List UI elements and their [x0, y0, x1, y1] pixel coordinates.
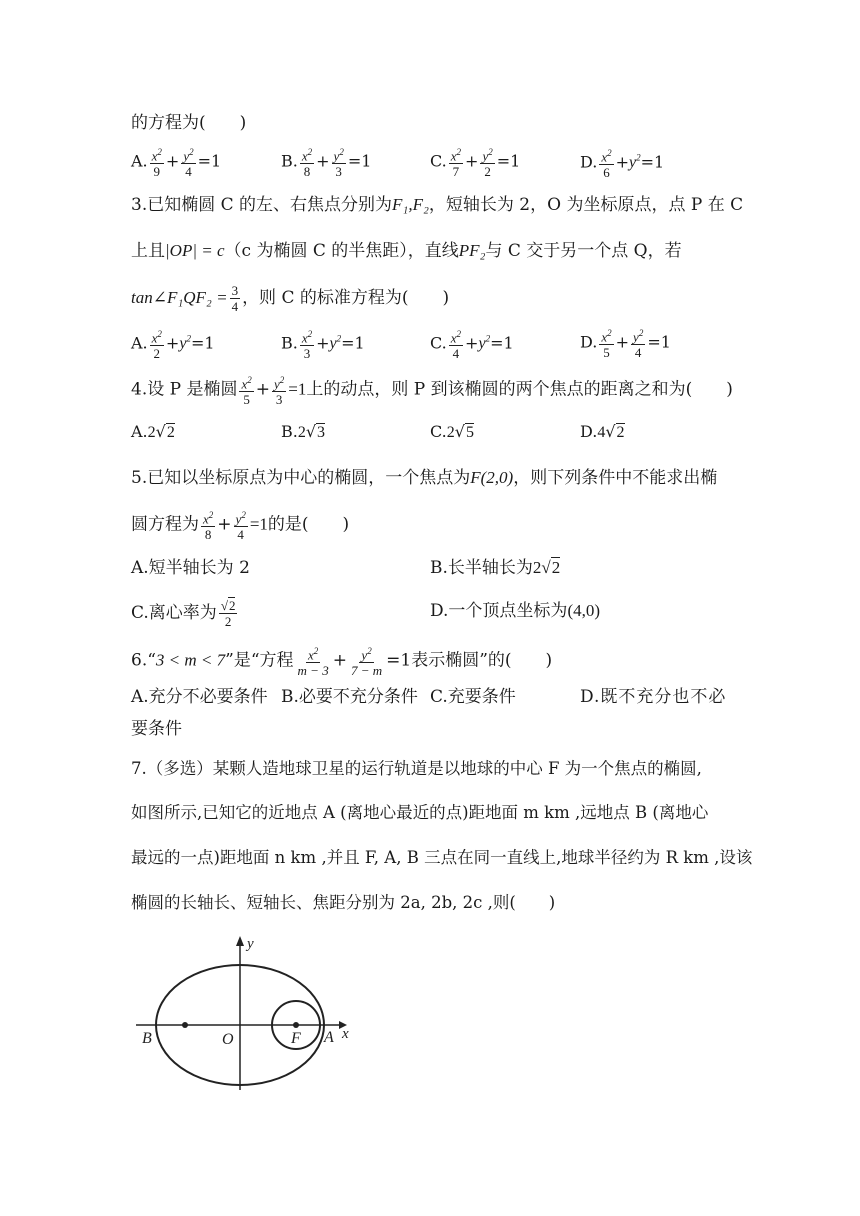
q7-line-4: 椭圆的长轴长、短轴长、焦距分别为 2a, 2b, 2c ,则( ) — [131, 893, 556, 912]
q5-line-2: 圆方程为 $\frac{x^2}{8}$ + $\frac{y^2}{4}$ =1的是( ) — [131, 510, 350, 543]
q6-option-b: B.必要不充分条件 — [281, 687, 418, 707]
q4-option-d: D.4√2 — [580, 422, 625, 441]
radicand: 2 — [616, 424, 625, 441]
q5-text: 5.已知以坐标原点为中心的椭圆，一个焦点为 — [131, 468, 471, 488]
option-label: D. — [580, 422, 598, 441]
q6-option-c: C.充要条件 — [430, 687, 516, 707]
q6-text: ”是“方程 — [225, 650, 294, 671]
q2-option-b: B. $\frac{x^2}{8}$ + $\frac{y^2}{3}$ =1 — [281, 147, 372, 180]
q6-stem: 6.“3 < m < 7”是“方程 $\frac{x^2}{m - 3}$ + $\frac{y^2}{7 - m}$ =1表示椭圆”的( ) — [131, 646, 553, 679]
option-label: C. — [430, 151, 447, 171]
q3-option-b: B. $\frac{x^2}{3}$ $+y^2=1$ — [281, 328, 365, 361]
y-axis-arrow — [236, 936, 244, 946]
second-focus-point — [182, 1022, 188, 1028]
label-f: F — [291, 1030, 301, 1047]
q7-line-1: 7.（多选）某颗人造地球卫星的运行轨道是以地球的中心 F 为一个焦点的椭圆, — [131, 759, 702, 778]
q5-opt-text: B.长半轴长为 — [430, 558, 533, 578]
label-b: B — [142, 1030, 152, 1047]
q5-opt-text: C.离心率为 — [131, 603, 217, 623]
q4-option-c: C.2√5 — [430, 422, 474, 441]
q4-text: 4.设 P 是椭圆 — [131, 379, 238, 400]
q2-stem-tail: 的方程为( ) — [131, 113, 247, 133]
equals-one: =1 — [341, 333, 365, 353]
q6-option-d-cont: 要条件 — [131, 719, 182, 739]
q5-vertex: (4,0) — [567, 601, 601, 620]
option-label: D. — [580, 152, 598, 172]
q7-line-2: 如图所示,已知它的近地点 A (离地心最近的点)距地面 m km ,远地点 B (离地心 — [131, 803, 709, 822]
q6-text: =1表示椭圆”的( ) — [386, 650, 553, 671]
coef: 2 — [297, 424, 306, 441]
q5-line-1 — [131, 465, 717, 491]
q3-line-pf2: PF₂ — [458, 241, 486, 260]
coef: 4 — [597, 424, 606, 441]
option-label: A. — [131, 151, 148, 171]
frac-num: 3 — [231, 283, 239, 298]
q4-option-b: B.2√3 — [281, 422, 326, 441]
q5-text: 圆方程为 — [131, 514, 199, 535]
q3-foci: F₁,F₂ — [392, 195, 429, 214]
q6-condition: 3 < m < 7 — [155, 650, 226, 670]
equals-one: =1 — [640, 152, 665, 172]
option-label: D. — [580, 332, 598, 352]
q3-line-2 — [131, 238, 682, 264]
frac-den: 4 — [231, 299, 239, 314]
q5-focus: F(2,0) — [470, 468, 514, 487]
equals-one: =1 — [496, 151, 521, 171]
equals-one: =1 — [190, 333, 215, 353]
q5-text: 的是( ) — [267, 514, 350, 535]
q3-line-1 — [131, 192, 743, 218]
q3-option-d: D. $\frac{x^2}{5}$ + $\frac{y^2}{4}$ =1 — [580, 328, 671, 361]
q3-text: ，短轴长为 2，O 为坐标原点，点 P 在 C — [428, 195, 744, 215]
q6-text: 6.“ — [131, 650, 156, 671]
option-label: C. — [430, 333, 447, 353]
option-label: A. — [131, 333, 148, 353]
coef: 2 — [147, 424, 156, 441]
label-a: A — [324, 1029, 334, 1046]
q3-text: 与 C 交于另一个点 Q，若 — [485, 241, 682, 261]
label-o: O — [222, 1031, 234, 1048]
q3-text: 3.已知椭圆 C 的左、右焦点分别为 — [131, 195, 393, 215]
q3-op: |OP| = c — [165, 241, 225, 260]
q5-option-a: A.短半轴长为 2 — [131, 558, 250, 578]
focus-f-point — [293, 1022, 299, 1028]
q5-option-b: B.长半轴长为2√2 — [430, 558, 561, 578]
equals-one: =1 — [490, 333, 514, 353]
option-label: B. — [281, 422, 298, 441]
option-label: B. — [281, 333, 298, 353]
q2-option-c: C. $\frac{x^2}{7}$ + $\frac{y^2}{2}$ =1 — [430, 147, 521, 180]
option-label: C. — [430, 422, 447, 441]
q3-line-3 — [131, 283, 449, 314]
q4-option-a: A.2√2 — [131, 422, 175, 441]
radicand: 2 — [166, 424, 175, 441]
coef: 2 — [446, 424, 455, 441]
radicand: 5 — [465, 424, 474, 441]
option-label: A. — [131, 422, 148, 441]
label-y: y — [247, 936, 254, 952]
q4-text: 上的动点，则 P 到该椭圆的两个焦点的距离之和为( ) — [306, 379, 733, 400]
q5-option-c: C.离心率为 $\frac{√2}{2}$ — [131, 598, 236, 629]
equals-one: =1 — [347, 151, 372, 171]
q3-text: （c 为椭圆 C 的半焦距），直线 — [224, 241, 459, 261]
radicand: 3 — [317, 424, 326, 441]
q3-tan: tan∠F₁QF₂ = — [131, 288, 228, 307]
q6-option-a: A.充分不必要条件 — [131, 687, 268, 707]
q5-option-d — [430, 598, 600, 624]
equals-one: =1 — [197, 151, 222, 171]
q2-option-d: D. $\frac{x^2}{6}$ $+y^2=1$ — [580, 147, 665, 180]
q5-opt-text: D.一个顶点坐标为 — [430, 601, 568, 621]
q3-option-a: A. $\frac{x^2}{2}$ $+y^2=1$ — [131, 328, 215, 361]
q7-line-3: 最远的一点)距地面 n km ,并且 F, A, B 三点在同一直线上,地球半径约为 R km ,设该 — [131, 848, 753, 867]
option-label: B. — [281, 151, 298, 171]
q5-text: ，则下列条件中不能求出椭 — [513, 468, 718, 488]
equals-one: =1 — [647, 332, 671, 352]
q6-option-d: D.既不充分也不必 — [580, 687, 727, 707]
label-x: x — [342, 1026, 349, 1042]
q2-option-a: A. $\frac{x^2}{9}$ + $\frac{y^2}{4}$ =1 — [131, 147, 222, 180]
q4-stem: 4.设 P 是椭圆 $\frac{x^2}{5}$ + $\frac{y^2}{3}$ =1上的动点，则 P 到该椭圆的两个焦点的距离之和为( ) — [131, 375, 733, 408]
q3-option-c: C. $\frac{x^2}{4}$ $+y^2=1$ — [430, 328, 514, 361]
ellipse-orbit-figure — [134, 930, 364, 1095]
q3-text: 上且 — [131, 241, 165, 261]
q3-text: ，则 C 的标准方程为( ) — [242, 288, 450, 308]
